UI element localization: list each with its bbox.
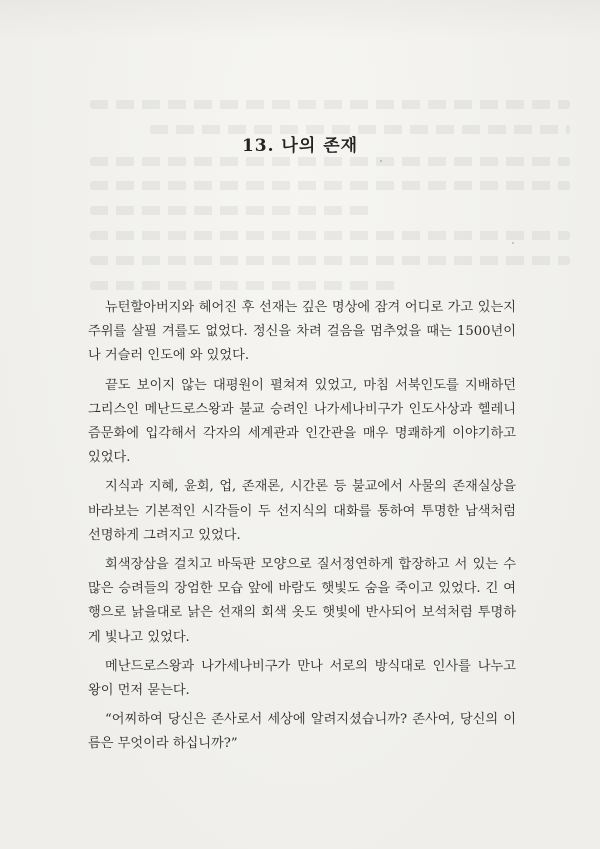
show-through-line bbox=[90, 100, 570, 109]
paragraph: 지식과 지혜, 윤회, 업, 존재론, 시간론 등 불교에서 사물의 존재실상을 바라보는 기본적인 시각들이 두 선지식의 대화를 통하여 투명한 남색처럼 선명하게 그려지고 있었다. bbox=[88, 479, 516, 543]
paragraph: 뉴턴할아버지와 헤어진 후 선재는 깊은 명상에 잠겨 어디로 가고 있는지 주위를 살필 겨를도 없었다. 정신을 차려 걸음을 멈추었을 때는 1500년이나 거슬러 인도에 와 있었다. bbox=[88, 300, 516, 364]
paragraph: 끝도 보이지 않는 대평원이 펼쳐져 있었고, 마침 서북인도를 지배하던 그리스인 메난드로스왕과 불교 승려인 나가세나비구가 인도사상과 헬레니즘문화에 입각해서 각자의 세계관과 인간관을 매우 명쾌하게 이야기하고 있었다. bbox=[88, 377, 516, 466]
scan-speck bbox=[512, 242, 514, 244]
chapter-title: 13. 나의 존재 bbox=[241, 136, 359, 156]
paragraph: 회색장삼을 걸치고 바둑판 모양으로 질서정연하게 합장하고 서 있는 수많은 승려들의 장엄한 모습 앞에 바람도 햇빛도 숨을 죽이고 있었다. 긴 여행으로 낡을대로 낡은 선재의 회색 옷도 햇빛에 반사되어 보석처럼 투명하게 빛나고 있었다. bbox=[88, 557, 516, 645]
show-through-line bbox=[90, 181, 570, 190]
body-text bbox=[88, 296, 516, 762]
show-through-line bbox=[90, 256, 570, 265]
show-through-line bbox=[90, 206, 370, 215]
show-through-line bbox=[90, 281, 400, 290]
paragraph: “어찌하여 당신은 존사로서 세상에 알려지셨습니까? 존사여, 당신의 이름은 무엇이라 하십니까?” bbox=[88, 712, 516, 752]
paragraph: 메난드로스왕과 나가세나비구가 만나 서로의 방식대로 인사를 나누고 왕이 먼저 묻는다. bbox=[88, 658, 516, 699]
show-through-line bbox=[90, 157, 570, 166]
scan-speck bbox=[380, 160, 382, 162]
show-through-line bbox=[90, 231, 570, 240]
